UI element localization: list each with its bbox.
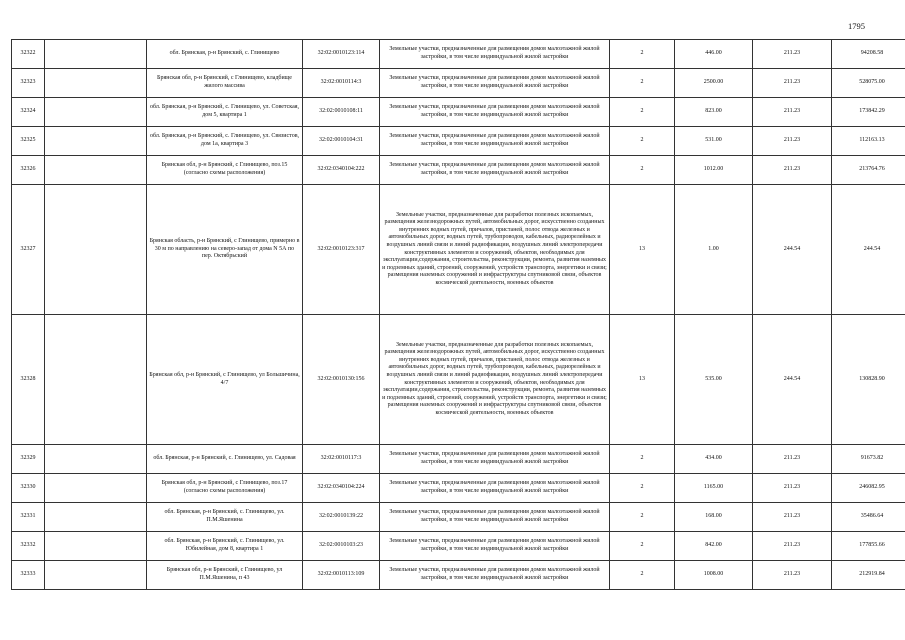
- land-use-cell: Земельные участки, предназначенные для размещения домов малоэтажной жилой застройки, в том числе индивидуальной жилой застройки: [380, 503, 610, 532]
- group-code-cell: 2: [610, 156, 675, 185]
- cadastral-number-cell: 32:02:0340104:224: [303, 474, 380, 503]
- group-code-cell: 2: [610, 69, 675, 98]
- land-use-cell: Земельные участки, предназначенные для размещения домов малоэтажной жилой застройки, в том числе индивидуальной жилой застройки: [380, 69, 610, 98]
- empty-cell: [45, 315, 147, 445]
- group-code-cell: 2: [610, 532, 675, 561]
- cadastral-number-cell: 32:02:0010103:23: [303, 532, 380, 561]
- empty-cell: [45, 40, 147, 69]
- address-cell: обл. Брянская, р-н Брянский, с. Глинищево, ул. Советская, дом 5, квартира 1: [147, 98, 303, 127]
- table-row: [12, 98, 905, 127]
- rate-cell: 244.54: [753, 315, 832, 445]
- empty-cell: [45, 127, 147, 156]
- land-use-cell: Земельные участки, предназначенные для размещения домов малоэтажной жилой застройки, в том числе индивидуальной жилой застройки: [380, 474, 610, 503]
- land-use-cell: Земельные участки, предназначенные для размещения домов малоэтажной жилой застройки, в том числе индивидуальной жилой застройки: [380, 98, 610, 127]
- rate-cell: 211.23: [753, 561, 832, 590]
- cadastral-value-cell: 94208.58: [832, 40, 905, 69]
- group-code-cell: 2: [610, 98, 675, 127]
- cadastral-number-cell: 32:02:0010130:156: [303, 315, 380, 445]
- area-cell: 446.00: [675, 40, 753, 69]
- row-number: 32328: [12, 315, 45, 445]
- rate-cell: 211.23: [753, 127, 832, 156]
- rate-cell: 244.54: [753, 185, 832, 315]
- land-use-cell: Земельные участки, предназначенные для размещения домов малоэтажной жилой застройки, в том числе индивидуальной жилой застройки: [380, 445, 610, 474]
- empty-cell: [45, 156, 147, 185]
- cadastral-number-cell: 32:02:0010104:31: [303, 127, 380, 156]
- address-cell: обл. Брянская, р-н Брянский, с. Глинищево, ул. Связистов, дом 1а, квартира 3: [147, 127, 303, 156]
- row-number: 32331: [12, 503, 45, 532]
- area-cell: 2500.00: [675, 69, 753, 98]
- table-row: [12, 561, 905, 590]
- empty-cell: [45, 69, 147, 98]
- area-cell: 842.00: [675, 532, 753, 561]
- rate-cell: 211.23: [753, 98, 832, 127]
- empty-cell: [45, 474, 147, 503]
- group-code-cell: 2: [610, 503, 675, 532]
- registry-table: [11, 39, 905, 590]
- area-cell: 1008.00: [675, 561, 753, 590]
- cadastral-value-cell: 177855.66: [832, 532, 905, 561]
- area-cell: 1165.00: [675, 474, 753, 503]
- cadastral-number-cell: 32:02:0340104:222: [303, 156, 380, 185]
- cadastral-number-cell: 32:02:0010139:22: [303, 503, 380, 532]
- address-cell: обл. Брянская, р-н Брянский, с. Глинищево: [147, 40, 303, 69]
- group-code-cell: 2: [610, 127, 675, 156]
- cadastral-value-cell: 213764.76: [832, 156, 905, 185]
- land-use-cell: Земельные участки, предназначенные для разработки полезных ископаемых, размещения железнодорожных путей, автомобильных дорог, искусственно созданных внутренних водных путей, причалов, пристаней, полос отвода железных и автомобильных дорог, водных путей, трубопроводов, кабельных, радиорелейных и воздушных линий связи и линий радиофикации, воздушных линий электропередачи конструктивных элементов и сооружений, объектов, необходимых для эксплуатации,содержания, строительства, реконструкции, ремонта, развития наземных и подземных зданий, строений, сооружений, устройств транспорта, энергетики и связи; размещения наземных сооружений и инфраструктуры спутниковой связи, объектов космической деятельности, военных объектов: [380, 185, 610, 315]
- cadastral-value-cell: 244.54: [832, 185, 905, 315]
- land-use-cell: Земельные участки, предназначенные для размещения домов малоэтажной жилой застройки, в том числе индивидуальной жилой застройки: [380, 127, 610, 156]
- row-number: 32327: [12, 185, 45, 315]
- cadastral-value-cell: 173842.29: [832, 98, 905, 127]
- row-number: 32324: [12, 98, 45, 127]
- group-code-cell: 2: [610, 561, 675, 590]
- table-row: [12, 503, 905, 532]
- table-row: [12, 185, 905, 315]
- rate-cell: 211.23: [753, 445, 832, 474]
- cadastral-number-cell: 32:02:0010123:114: [303, 40, 380, 69]
- row-number: 32332: [12, 532, 45, 561]
- cadastral-value-cell: 528075.00: [832, 69, 905, 98]
- area-cell: 1.00: [675, 185, 753, 315]
- page-number: 1795: [848, 21, 865, 31]
- rate-cell: 211.23: [753, 40, 832, 69]
- land-use-cell: Земельные участки, предназначенные для размещения домов малоэтажной жилой застройки, в том числе индивидуальной жилой застройки: [380, 532, 610, 561]
- table-row: [12, 532, 905, 561]
- land-use-cell: Земельные участки, предназначенные для разработки полезных ископаемых, размещения железнодорожных путей, автомобильных дорог, искусственно созданных внутренних водных путей, причалов, пристаней, полос отвода железных и автомобильных дорог, водных путей, трубопроводов, кабельных, радиорелейных и воздушных линий связи и линий радиофикации, воздушных линий электропередачи конструктивных элементов и сооружений, объектов, необходимых для эксплуатации,содержания, строительства, реконструкции, ремонта, развития наземных и подземных зданий, строений, сооружений, устройств транспорта, энергетики и связи; размещения наземных сооружений и инфраструктуры спутниковой связи, объектов космической деятельности, военных объектов: [380, 315, 610, 445]
- group-code-cell: 2: [610, 474, 675, 503]
- empty-cell: [45, 503, 147, 532]
- table-row: [12, 474, 905, 503]
- address-cell: Брянская обл, р-н Брянский, с Глинищево, поз.17 (согласно схемы расположения): [147, 474, 303, 503]
- table-row: [12, 69, 905, 98]
- rate-cell: 211.23: [753, 156, 832, 185]
- land-use-cell: Земельные участки, предназначенные для размещения домов малоэтажной жилой застройки, в том числе индивидуальной жилой застройки: [380, 40, 610, 69]
- address-cell: Брянская обл, р-н Брянский, с Глинищево, ул Большичина, 4/7: [147, 315, 303, 445]
- group-code-cell: 2: [610, 40, 675, 69]
- address-cell: Брянская обл, р-н Брянский, с Глинищево, ул П.М.Яшенина, п 43: [147, 561, 303, 590]
- land-use-cell: Земельные участки, предназначенные для размещения домов малоэтажной жилой застройки, в том числе индивидуальной жилой застройки: [380, 561, 610, 590]
- table-body: [12, 40, 905, 590]
- row-number: 32326: [12, 156, 45, 185]
- table-row: [12, 315, 905, 445]
- cadastral-value-cell: 246082.95: [832, 474, 905, 503]
- rate-cell: 211.23: [753, 532, 832, 561]
- cadastral-value-cell: 212919.84: [832, 561, 905, 590]
- rate-cell: 211.23: [753, 69, 832, 98]
- area-cell: 1012.00: [675, 156, 753, 185]
- cadastral-value-cell: 112163.13: [832, 127, 905, 156]
- cadastral-value-cell: 130828.90: [832, 315, 905, 445]
- cadastral-number-cell: 32:02:0010113:109: [303, 561, 380, 590]
- table-row: [12, 445, 905, 474]
- empty-cell: [45, 561, 147, 590]
- address-cell: Брянская обл, р-н Брянский, с Глинищево, поз.15 (согласно схемы расположения): [147, 156, 303, 185]
- cadastral-number-cell: 32:02:0010114:3: [303, 69, 380, 98]
- area-cell: 168.00: [675, 503, 753, 532]
- address-cell: обл. Брянская, р-н Брянский, с. Глинищево, ул. П.М.Яшенина: [147, 503, 303, 532]
- table-row: [12, 156, 905, 185]
- cadastral-number-cell: 32:02:0010108:11: [303, 98, 380, 127]
- rate-cell: 211.23: [753, 474, 832, 503]
- row-number: 32330: [12, 474, 45, 503]
- row-number: 32322: [12, 40, 45, 69]
- row-number: 32325: [12, 127, 45, 156]
- area-cell: 434.00: [675, 445, 753, 474]
- address-cell: обл. Брянская, р-н Брянский, с. Глинищево, ул. Юбилейная, дом 8, квартира 1: [147, 532, 303, 561]
- area-cell: 535.00: [675, 315, 753, 445]
- row-number: 32333: [12, 561, 45, 590]
- table-row: [12, 127, 905, 156]
- land-use-cell: Земельные участки, предназначенные для размещения домов малоэтажной жилой застройки, в том числе индивидуальной жилой застройки: [380, 156, 610, 185]
- cadastral-value-cell: 35486.64: [832, 503, 905, 532]
- rate-cell: 211.23: [753, 503, 832, 532]
- address-cell: Брянская область, р-н Брянский, с Глинищево, примерно в 30 м по направлению на северо-запад от дома N 5А по пер. Октябрьский: [147, 185, 303, 315]
- row-number: 32323: [12, 69, 45, 98]
- cadastral-number-cell: 32:02:0010123:317: [303, 185, 380, 315]
- address-cell: обл. Брянская, р-н Брянский, с. Глинищево, ул. Садовая: [147, 445, 303, 474]
- cadastral-value-cell: 91673.82: [832, 445, 905, 474]
- cadastral-number-cell: 32:02:0010117:3: [303, 445, 380, 474]
- empty-cell: [45, 532, 147, 561]
- area-cell: 823.00: [675, 98, 753, 127]
- empty-cell: [45, 445, 147, 474]
- group-code-cell: 2: [610, 445, 675, 474]
- empty-cell: [45, 98, 147, 127]
- group-code-cell: 13: [610, 315, 675, 445]
- empty-cell: [45, 185, 147, 315]
- row-number: 32329: [12, 445, 45, 474]
- group-code-cell: 13: [610, 185, 675, 315]
- table-row: [12, 40, 905, 69]
- address-cell: Брянская обл, р-н Брянский, с Глинищево, кладбище жилого массива: [147, 69, 303, 98]
- area-cell: 531.00: [675, 127, 753, 156]
